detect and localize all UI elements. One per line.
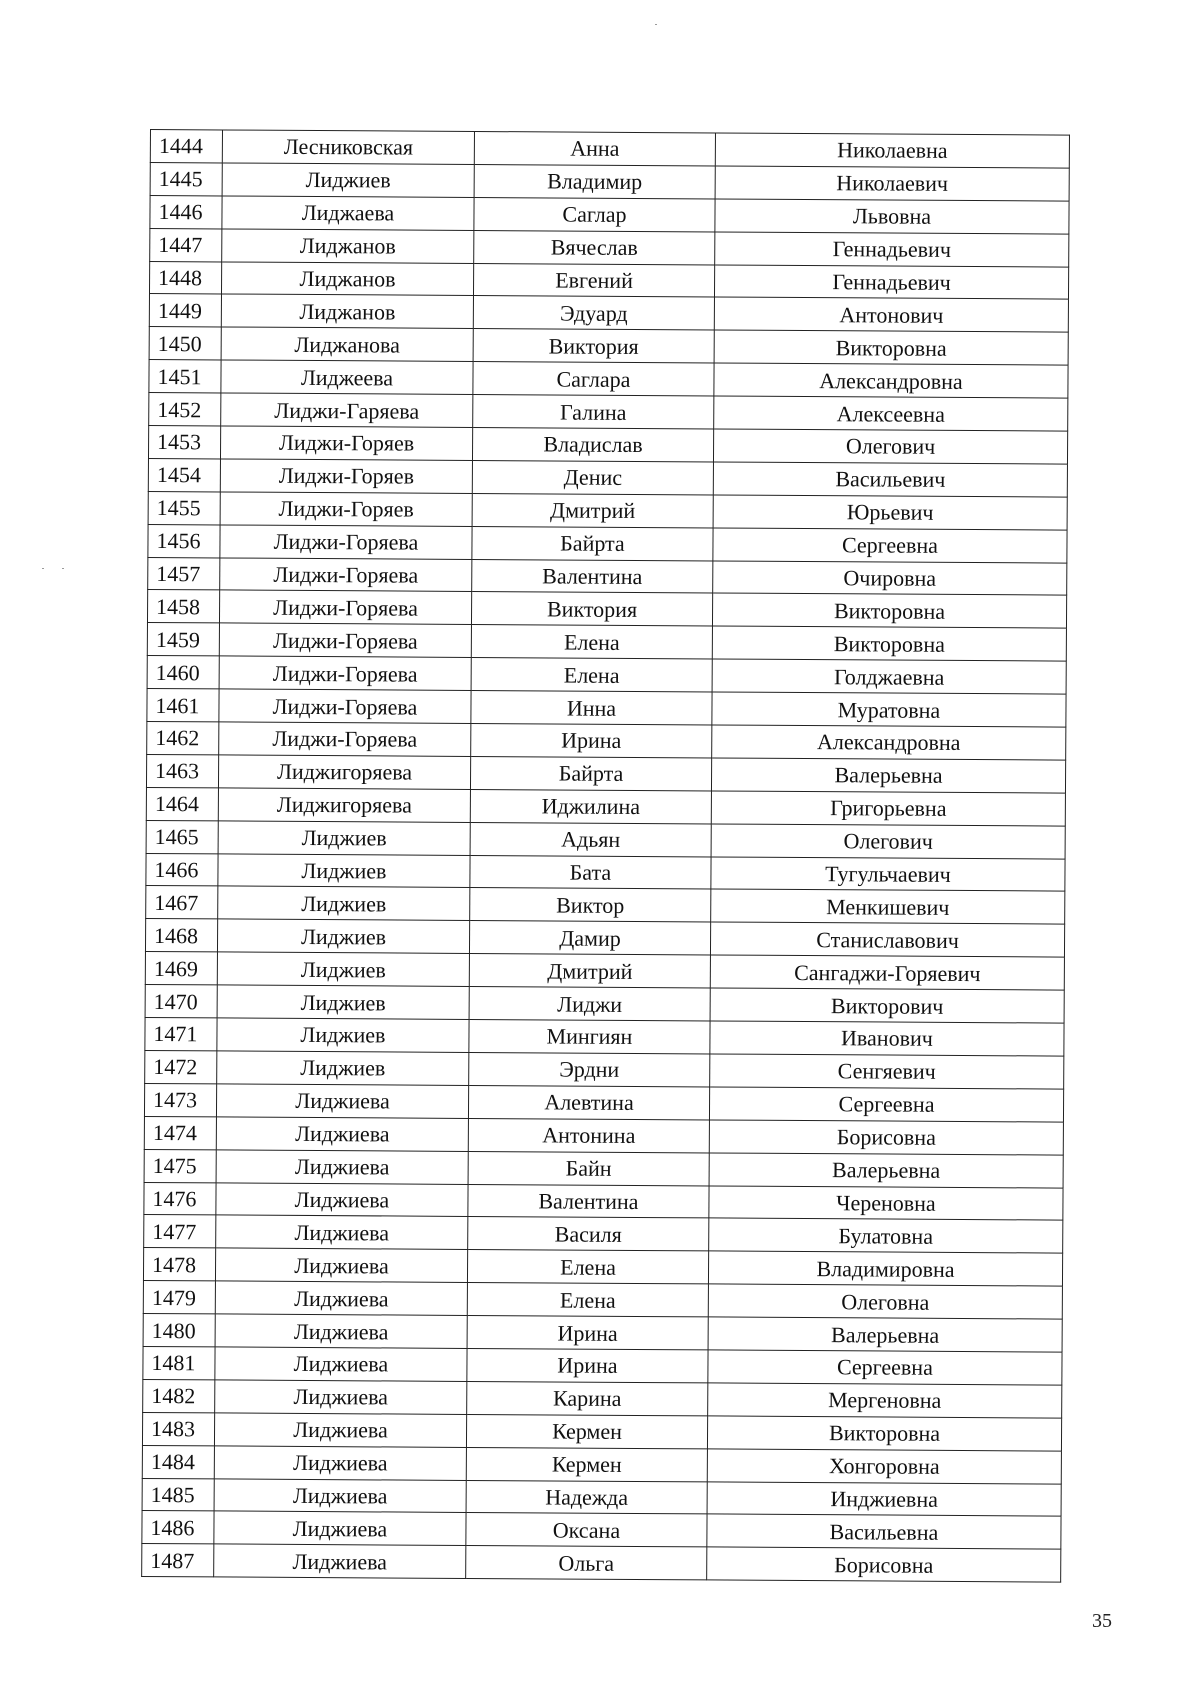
last-name-cell: Лиджиева (214, 1478, 466, 1512)
last-name-cell: Лиджеева (221, 360, 473, 394)
patronymic-cell: Геннадьевич (715, 232, 1069, 267)
table-row (147, 689, 1066, 728)
row-number-cell: 1481 (143, 1346, 215, 1379)
first-name-cell: Дмитрий (472, 493, 713, 527)
patronymic-cell: Сергеевна (713, 528, 1067, 563)
patronymic-cell: Николаевич (715, 166, 1069, 201)
row-number-cell: 1487 (142, 1544, 214, 1577)
table-row (147, 656, 1066, 695)
patronymic-cell: Инджиевна (707, 1481, 1061, 1516)
patronymic-cell: Муратовна (712, 692, 1066, 727)
first-name-cell: Владислав (472, 427, 713, 461)
patronymic-cell: Викторович (710, 988, 1064, 1023)
patronymic-cell: Сенгяевич (710, 1054, 1064, 1089)
patronymic-cell: Алексеевна (714, 396, 1068, 431)
table-row (142, 1478, 1061, 1517)
first-name-cell: Оксана (466, 1513, 707, 1547)
patronymic-cell: Валерьевна (709, 1153, 1063, 1188)
table-row (150, 130, 1069, 169)
last-name-cell: Лиджиев (218, 854, 470, 888)
first-name-cell: Инна (471, 691, 712, 725)
row-number-cell: 1464 (146, 787, 218, 820)
table-row (142, 1544, 1061, 1583)
table-row (145, 919, 1064, 958)
first-name-cell: Эдуард (473, 296, 714, 330)
first-name-cell: Виктория (471, 592, 712, 626)
row-number-cell: 1444 (150, 130, 222, 163)
row-number-cell: 1454 (148, 458, 220, 491)
table-row (145, 985, 1064, 1024)
first-name-cell: Байн (468, 1151, 709, 1185)
first-name-cell: Мингиян (469, 1020, 710, 1054)
patronymic-cell: Мергеновна (708, 1383, 1062, 1418)
table-row (146, 787, 1065, 826)
table-row (142, 1445, 1061, 1484)
row-number-cell: 1477 (144, 1215, 216, 1248)
last-name-cell: Лиджи-Горяев (220, 492, 472, 526)
table-row (144, 1149, 1063, 1188)
patronymic-cell: Голджаевна (712, 659, 1066, 694)
row-number-cell: 1469 (145, 952, 217, 985)
row-number-cell: 1453 (148, 426, 220, 459)
row-number-cell: 1447 (150, 228, 222, 261)
table-row (149, 360, 1068, 399)
first-name-cell: Елена (471, 658, 712, 692)
patronymic-cell: Антонович (714, 297, 1068, 332)
row-number-cell: 1466 (146, 853, 218, 886)
row-number-cell: 1450 (149, 327, 221, 360)
table-row (148, 557, 1067, 596)
last-name-cell: Лиджигоряева (218, 755, 470, 789)
patronymic-cell: Викторовна (714, 330, 1068, 365)
last-name-cell: Лиджи-Горяева (220, 525, 472, 559)
last-name-cell: Лиджиев (217, 952, 469, 986)
table-row (143, 1346, 1062, 1385)
first-name-cell: Ирина (467, 1316, 708, 1350)
last-name-cell: Лиджиева (214, 1511, 466, 1545)
table-row (150, 162, 1069, 201)
row-number-cell: 1463 (146, 754, 218, 787)
first-name-cell: Ирина (467, 1348, 708, 1382)
table-row (144, 1116, 1063, 1155)
table-row (147, 590, 1066, 629)
patronymic-cell: Сергеевна (708, 1350, 1062, 1385)
last-name-cell: Лиджиева (215, 1314, 467, 1348)
first-name-cell: Кермен (466, 1414, 707, 1448)
row-number-cell: 1484 (142, 1445, 214, 1478)
first-name-cell: Бата (470, 855, 711, 889)
patronymic-cell: Борисовна (709, 1120, 1063, 1155)
patronymic-cell: Геннадьевич (714, 265, 1068, 300)
row-number-cell: 1467 (146, 886, 218, 919)
table-row (143, 1248, 1062, 1287)
table-row (150, 195, 1069, 234)
scan-speck (62, 568, 64, 569)
patronymic-cell: Васильевич (713, 462, 1067, 497)
table-row (144, 1182, 1063, 1221)
row-number-cell: 1475 (144, 1149, 216, 1182)
patronymic-cell: Николаевна (715, 133, 1069, 168)
last-name-cell: Лиджиев (217, 1051, 469, 1085)
patronymic-cell: Олегович (711, 824, 1065, 859)
patronymic-cell: Васильевна (707, 1514, 1061, 1549)
last-name-cell: Лиджиева (216, 1182, 468, 1216)
first-name-cell: Елена (471, 625, 712, 659)
patronymic-cell: Станиславович (710, 922, 1064, 957)
patronymic-cell: Хонгоровна (707, 1449, 1061, 1484)
first-name-cell: Кермен (466, 1447, 707, 1481)
row-number-cell: 1452 (149, 393, 221, 426)
table-row (146, 754, 1065, 793)
last-name-cell: Лиджиев (217, 1018, 469, 1052)
table-row (148, 426, 1067, 465)
row-number-cell: 1478 (143, 1248, 215, 1281)
last-name-cell: Лиджанов (221, 294, 473, 328)
patronymic-cell: Олегович (713, 429, 1067, 464)
first-name-cell: Эрдни (469, 1052, 710, 1086)
table-row (142, 1412, 1061, 1451)
table-row (145, 952, 1064, 991)
first-name-cell: Евгений (473, 263, 714, 297)
last-name-cell: Лиджиева (216, 1150, 468, 1184)
last-name-cell: Лиджи-Гаряева (221, 393, 473, 427)
first-name-cell: Байрта (470, 756, 711, 790)
row-number-cell: 1476 (144, 1182, 216, 1215)
table-row (143, 1314, 1062, 1353)
row-number-cell: 1446 (150, 195, 222, 228)
patronymic-cell: Александровна (712, 725, 1066, 760)
patronymic-cell: Григорьевна (711, 791, 1065, 826)
last-name-cell: Лиджиев (222, 163, 474, 197)
row-number-cell: 1470 (145, 985, 217, 1018)
first-name-cell: Иджилина (470, 789, 711, 823)
table-row (149, 294, 1068, 333)
last-name-cell: Лиджи-Горяева (219, 722, 471, 756)
table-row (148, 491, 1067, 530)
patronymic-cell: Булатовна (709, 1218, 1063, 1253)
row-number-cell: 1480 (143, 1314, 215, 1347)
table-row (144, 1083, 1063, 1122)
table-row (145, 1018, 1064, 1057)
row-number-cell: 1471 (145, 1018, 217, 1051)
row-number-cell: 1451 (149, 360, 221, 393)
table-row (145, 1050, 1064, 1089)
last-name-cell: Лиджи-Горяева (219, 590, 471, 624)
last-name-cell: Лиджиева (214, 1446, 466, 1480)
last-name-cell: Лиджигоряева (218, 788, 470, 822)
patronymic-cell: Александровна (714, 363, 1068, 398)
page-number: 35 (1092, 1610, 1112, 1632)
table-row (148, 458, 1067, 497)
first-name-cell: Василя (468, 1217, 709, 1251)
last-name-cell: Лиджанов (221, 262, 473, 296)
last-name-cell: Лиджиева (215, 1347, 467, 1381)
first-name-cell: Владимир (474, 164, 715, 198)
row-number-cell: 1465 (146, 820, 218, 853)
first-name-cell: Надежда (466, 1480, 707, 1514)
last-name-cell: Лиджи-Горяева (220, 558, 472, 592)
first-name-cell: Виктория (473, 329, 714, 363)
first-name-cell: Валентина (468, 1184, 709, 1218)
row-number-cell: 1473 (144, 1083, 216, 1116)
table-row (144, 1215, 1063, 1254)
row-number-cell: 1459 (147, 623, 219, 656)
table-row (146, 886, 1065, 925)
table-row (143, 1379, 1062, 1418)
scan-speck (42, 568, 44, 569)
table-row (147, 722, 1066, 761)
row-number-cell: 1448 (149, 261, 221, 294)
patronymic-cell: Менкишевич (711, 889, 1065, 924)
last-name-cell: Лиджаева (222, 196, 474, 230)
first-name-cell: Карина (467, 1381, 708, 1415)
patronymic-cell: Иванович (710, 1021, 1064, 1056)
last-name-cell: Лиджиева (214, 1413, 466, 1447)
first-name-cell: Антонина (468, 1118, 709, 1152)
last-name-cell: Лиджи-Горяев (220, 459, 472, 493)
first-name-cell: Денис (472, 460, 713, 494)
patronymic-cell: Сангаджи-Горяевич (710, 955, 1064, 990)
first-name-cell: Анна (474, 131, 715, 165)
first-name-cell: Вячеслав (474, 230, 715, 264)
last-name-cell: Лиджиева (216, 1084, 468, 1118)
last-name-cell: Лиджиева (215, 1281, 467, 1315)
first-name-cell: Ольга (466, 1546, 707, 1580)
last-name-cell: Лиджанова (221, 327, 473, 361)
first-name-cell: Алевтина (468, 1085, 709, 1119)
first-name-cell: Саглар (474, 197, 715, 231)
patronymic-cell: Викторовна (712, 626, 1066, 661)
last-name-cell: Лиджи-Горяева (219, 656, 471, 690)
patronymic-cell: Валерьевна (708, 1317, 1062, 1352)
patronymic-cell: Очировна (713, 561, 1067, 596)
row-number-cell: 1462 (147, 722, 219, 755)
table-row (146, 820, 1065, 859)
last-name-cell: Лиджиева (216, 1215, 468, 1249)
patronymic-cell: Юрьевич (713, 495, 1067, 530)
row-number-cell: 1482 (143, 1379, 215, 1412)
row-number-cell: 1455 (148, 491, 220, 524)
last-name-cell: Лиджи-Горяев (220, 426, 472, 460)
scan-speck (655, 24, 657, 25)
last-name-cell: Лиджиева (214, 1544, 466, 1578)
last-name-cell: Лиджанов (222, 229, 474, 263)
names-table (141, 129, 1070, 1583)
first-name-cell: Дмитрий (469, 954, 710, 988)
table-row (147, 623, 1066, 662)
patronymic-cell: Владимировна (708, 1251, 1062, 1286)
first-name-cell: Елена (467, 1250, 708, 1284)
patronymic-cell: Викторовна (707, 1416, 1061, 1451)
first-name-cell: Елена (467, 1283, 708, 1317)
last-name-cell: Лиджиев (217, 985, 469, 1019)
row-number-cell: 1485 (142, 1478, 214, 1511)
table-row (143, 1281, 1062, 1320)
table-row (150, 228, 1069, 267)
row-number-cell: 1486 (142, 1511, 214, 1544)
patronymic-cell: Борисовна (707, 1547, 1061, 1582)
table-row (142, 1511, 1061, 1550)
first-name-cell: Валентина (472, 559, 713, 593)
row-number-cell: 1479 (143, 1281, 215, 1314)
first-name-cell: Адьян (470, 822, 711, 856)
last-name-cell: Лиджи-Горяева (219, 623, 471, 657)
table-row (148, 524, 1067, 563)
row-number-cell: 1460 (147, 656, 219, 689)
row-number-cell: 1461 (147, 689, 219, 722)
row-number-cell: 1468 (145, 919, 217, 952)
table-row (149, 327, 1068, 366)
last-name-cell: Лиджиев (218, 821, 470, 855)
patronymic-cell: Львовна (715, 199, 1069, 234)
patronymic-cell: Тугульчаевич (711, 857, 1065, 892)
first-name-cell: Галина (473, 395, 714, 429)
patronymic-cell: Череновна (709, 1185, 1063, 1220)
first-name-cell: Дамир (469, 921, 710, 955)
first-name-cell: Байрта (472, 526, 713, 560)
row-number-cell: 1456 (148, 524, 220, 557)
row-number-cell: 1458 (147, 590, 219, 623)
patronymic-cell: Сергеевна (709, 1087, 1063, 1122)
last-name-cell: Лесниковская (222, 130, 474, 164)
patronymic-cell: Викторовна (712, 593, 1066, 628)
names-table-body (142, 130, 1070, 1583)
last-name-cell: Лиджиева (216, 1117, 468, 1151)
table-row (146, 853, 1065, 892)
row-number-cell: 1445 (150, 162, 222, 195)
patronymic-cell: Валерьевна (711, 758, 1065, 793)
last-name-cell: Лиджиев (217, 919, 469, 953)
row-number-cell: 1449 (149, 294, 221, 327)
table-row (149, 393, 1068, 432)
row-number-cell: 1483 (142, 1412, 214, 1445)
first-name-cell: Лиджи (469, 987, 710, 1021)
first-name-cell: Саглара (473, 362, 714, 396)
table-row (149, 261, 1068, 300)
last-name-cell: Лиджиева (215, 1380, 467, 1414)
row-number-cell: 1457 (148, 557, 220, 590)
patronymic-cell: Олеговна (708, 1284, 1062, 1319)
row-number-cell: 1472 (145, 1050, 217, 1083)
first-name-cell: Виктор (470, 888, 711, 922)
row-number-cell: 1474 (144, 1116, 216, 1149)
last-name-cell: Лиджиева (215, 1248, 467, 1282)
last-name-cell: Лиджиев (218, 886, 470, 920)
first-name-cell: Ирина (471, 724, 712, 758)
last-name-cell: Лиджи-Горяева (219, 689, 471, 723)
